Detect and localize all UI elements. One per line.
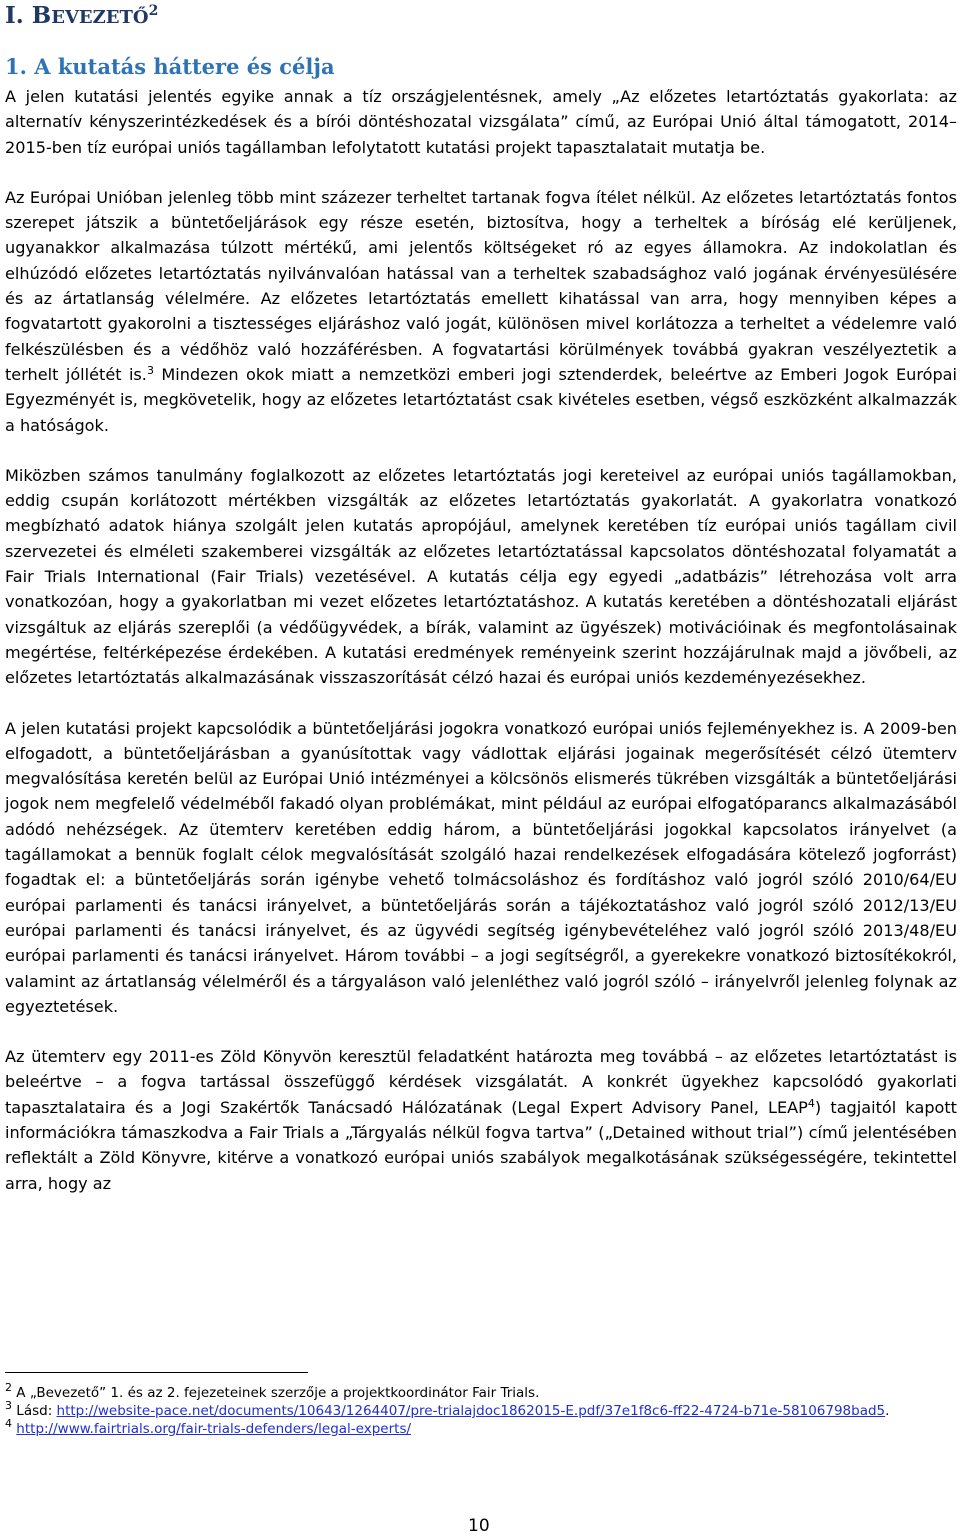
footnote-separator [5,1372,308,1373]
page-number: 10 [468,1516,490,1536]
paragraph-5-part-1: Az ütemterv egy 2011-es Zöld Könyvön keresztül feladatként határozta meg továbbá – az előzetes letartóztatást is beleértve – a fogva tartással összefüggő kérdések vizsgálatát. A konkrét ügyekhez kapcsolódó gyakorlati tapasztalataira és a Jogi Szakértők Tanácsadó Hálózatának (Legal Expert Advisory Panel, LEAP [5,1047,957,1117]
paragraph-2 [5,185,957,438]
footnote-3-link[interactable]: http://website-pace.net/documents/10643/1264407/pre-trialajdoc1862015-E.pdf/37e1f8c6-ff22-4724-b71e-58106798bad5 [56,1403,886,1419]
chapter-title-start: I. B [5,2,52,29]
footnote-4 [5,1417,905,1438]
paragraph-2-part-2: Mindezen okok miatt a nemzetközi emberi jogi sztenderdek, beleértve az Emberi Jogok Európai Egyezményét is, megkövetelik, hogy az előzetes letartóztatást csak kivételes esetben, végső eszközként alkalmazzák a hatóságok. [5,364,957,435]
paragraph-1: A jelen kutatási jelentés egyike annak a tíz országjelentésnek, amely „Az előzetes letartóztatás gyakorlata: az alternatív kényszerintézkedések és a bírói döntéshozatal vizsgálata” című, az Európai Unió által támogatott, 2014–2015-ben tíz európai uniós tagállamban lefolytatott kutatási projekt tapasztalatait mutatja be. [5,87,957,157]
footnote-2-text: A „Bevezető” 1. és az 2. fejezeteinek szerzője a projektkoordinátor Fair Trials. [12,1385,540,1401]
chapter-footnote-ref[interactable]: 2 [148,3,159,19]
paragraph-3: Miközben számos tanulmány foglalkozott az előzetes letartóztatás jogi kereteivel az európai uniós tagállamokban, eddig csupán korlátozott mértékben vizsgálták az előzetes letartóztatás gyakorlatát. A gyakorlatra vonatkozó megbízható adatok hiánya szolgált jelen kutatás apropójául, amelynek keretében tíz európai uniós tagállam civil szervezetei és elméleti szakemberei vizsgálták az előzetes letartóztatással kapcsolatos döntéshozatal folyamatát a Fair Trials International (Fair Trials) vezetésével. A kutatás célja egy egyedi „adatbázis” létrehozása volt arra vonatkozóan, hogy a gyakorlatban mi vezet előzetes letartóztatáshoz. A kutatás keretében a döntéshozatali eljárást vizsgáltuk az eljárás szereplői (a védőügyvédek, a bírák, valamint az ügyészek) motivációinak és megfontolásainak megértése, feltérképezése érdekében. A kutatási eredmények reményeink szerint hozzájárulnak majd a jövőbeli, az előzetes letartóztatás alkalmazásának visszaszorítását célzó hazai és európai uniós kezdeményezésekhez. [5,465,957,688]
footnote-ref-4[interactable]: 4 [807,1096,815,1110]
chapter-title [5,2,158,32]
paragraph-2-part-1: Az Európai Unióban jelenleg több mint százezer terheltet tartanak fogva ítélet nélkül. Az előzetes letartóztatás fontos szerepet játszik a büntetőeljárások egy része esetén, biztosítva, hogy a terheltek a bíróság elé kerüljenek, ugyanakkor alkalmazása túlzott mértékű, ami jelentős költségeket ró az egyes államokra. Az indokolatlan és elhúzódó előzetes letartóztatás nyilvánvalóan hatással van a terheltek szabadsághoz való jogának érvényesülésére és az ártatlanság vélelmére. Az előzetes letartóztatás emellett kihatással van arra, hogy mennyiben képes a fogvatartott gyakorolni a tisztességes eljáráshoz való jogát, különösen mivel korlátozza a terheltet a védelemre való felkészülésben és a védőhöz való hozzáférésben. A fogvatartási körülmények továbbá gyakran veszélyeztetik a terhelt jóllétét is. [5,187,957,384]
footnote-3-label: Lásd: [12,1403,57,1419]
footnote-ref-3[interactable]: 3 [146,363,154,377]
section-title: 1. A kutatás háttere és célja [5,54,335,79]
paragraph-5-part-2: ) tagjaitól kapott információkra támaszkodva a Fair Trials a „Tárgyalás nélkül fogva tartva” („Detained without trial”) című jelentésében reflektált a Zöld Könyvre, kitérve a vonatkozó európai uniós szabályok megalkotásának szükségességére, tekintettel arra, hogy az [5,1097,957,1193]
footnote-4-link[interactable]: http://www.fairtrials.org/fair-trials-defenders/legal-experts/ [16,1421,412,1437]
footnote-3-number: 3 [5,1399,12,1412]
paragraph-5 [5,1044,957,1196]
footnote-2-number: 2 [5,1381,12,1394]
footnote-2 [5,1381,905,1402]
chapter-title-rest: EVEZETŐ [51,7,149,28]
body-text [5,84,957,1221]
footnote-3-end: . [885,1403,890,1419]
footnote-3 [5,1399,905,1420]
footnote-4-number: 4 [5,1417,12,1430]
footnotes [5,1381,905,1438]
paragraph-4: A jelen kutatási projekt kapcsolódik a büntetőeljárási jogokra vonatkozó európai uniós fejleményekhez is. A 2009-ben elfogadott, a büntetőeljárásban a gyanúsítottak vagy vádlottak eljárási jogainak megerősítését célzó ütemterv megvalósítása keretén belül az Európai Unió intézményei a kölcsönös elismerés tükrében vizsgálták a büntetőeljárási jogok nem megfelelő védelméből fakadó olyan problémákat, mint például az európai elfogatóparancs alkalmazásából adódó nehézségek. Az ütemterv keretében eddig három, a büntetőeljárási jogokkal kapcsolatos irányelvet (a tagállamokat a bennük foglalt célok megvalósítását szolgáló hazai rendelkezések elfogadására kötelező jogforrást) fogadtak el: a büntetőeljárás során igénybe vehető tolmácsoláshoz és fordításhoz való jogról szóló 2010/64/EU európai parlamenti és tanácsi irányelvet, a büntetőeljárás során a tájékoztatáshoz való jogról szóló 2012/13/EU európai parlamenti és tanácsi irányelvet, és az ügyvédi segítség igénybevételéhez való jogról szóló 2013/48/EU európai parlamenti és tanácsi irányelvet. Három további – a jogi segítségről, a gyerekekre vonatkozó biztosítékokról, valamint az ártatlanság vélelméről és a tárgyaláson való jelenléthez való jogról szóló – irányelvről jelenleg folynak az egyeztetések. [5,718,957,1016]
